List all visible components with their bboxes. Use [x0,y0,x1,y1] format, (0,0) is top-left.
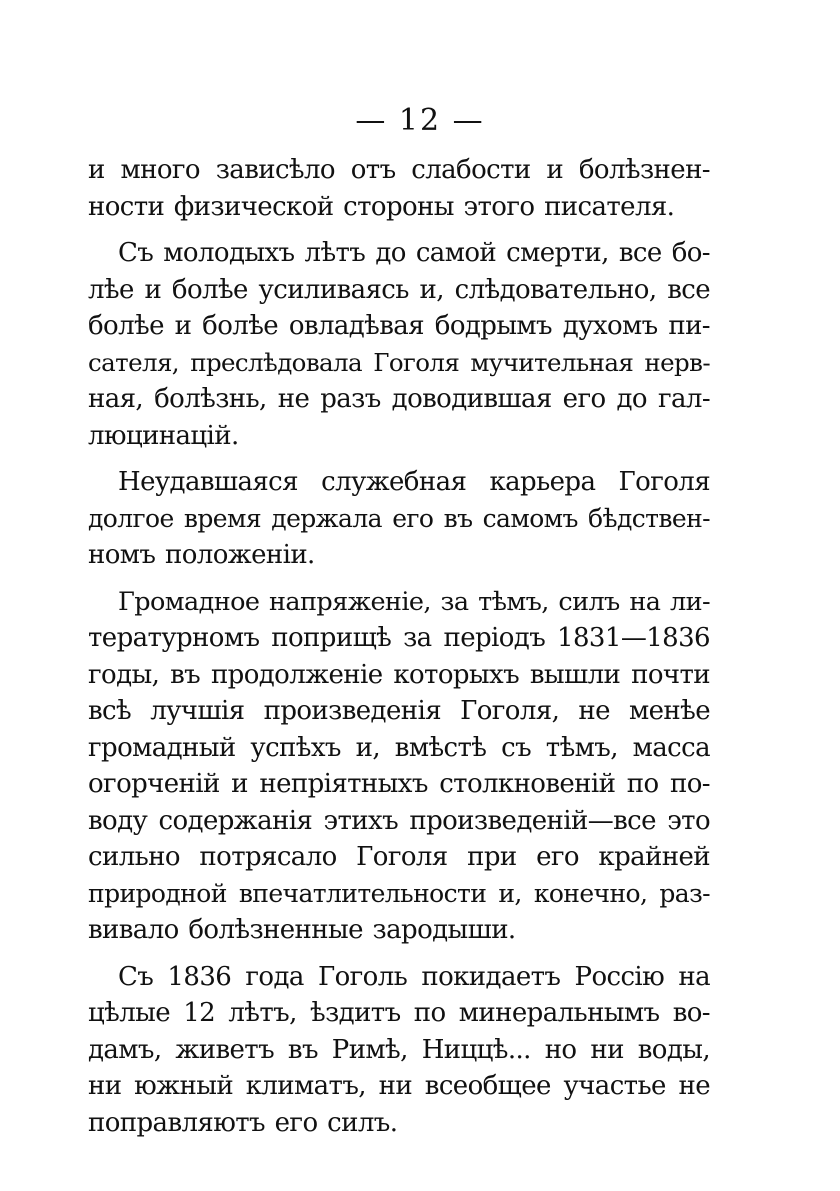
text-line: и много зависѣло отъ слабости и болѣзнен- [88,155,710,185]
text-line: ности физической стороны этого писателя. [88,191,675,222]
paragraph-5 [88,959,710,1142]
text-line: болѣе и болѣе овладѣвая бодрымъ духомъ пи- [88,311,710,341]
paragraph-3 [88,464,710,574]
text-line: лѣе и болѣе усиливаясь и, слѣдовательно, все [88,274,710,305]
text-line: номъ положеніи. [88,540,315,570]
text-line: сателя, преслѣдовала Гоголя мучительная нерв- [88,347,710,377]
text-line: Неудавшаяся служебная карьера Гоголя [118,467,710,497]
text-line: тературномъ поприщѣ за періодъ 1831—1836 [88,623,710,653]
text-line: ни южный климатъ, ни всеобщее участье не [88,1071,710,1101]
text-line: поправляютъ его силъ. [88,1107,398,1138]
paragraph-1 [88,152,710,225]
text-line: долгое время держала его въ самомъ бѣдствен- [88,503,710,533]
paragraph-4 [88,584,710,949]
text-line: цѣлые 12 лѣтъ, ѣздитъ по минеральнымъ во- [88,998,710,1028]
text-line: Громадное напряженіе, за тѣмъ, силъ на ли- [118,586,710,617]
text-line: вивало болѣзненные зародыши. [88,915,516,945]
text-line: огорченій и непріятныхъ столкновеній по по- [88,769,710,799]
text-line: громадный успѣхъ и, вмѣстѣ съ тѣмъ, масса [88,732,710,763]
text-line: годы, въ продолженіе которыхъ вышли почти [88,659,710,690]
text-line: всѣ лучшія произведенія Гоголя, не менѣе [88,696,710,726]
text-line: дамъ, живетъ въ Римѣ, Ниццѣ... но ни воды, [88,1034,710,1065]
text-line: воду содержанія этихъ произведеній—все это [88,805,710,836]
text-line: ная, болѣзнь, не разъ доводившая его до гал- [88,384,710,414]
body-text [88,152,710,1151]
text-line: Съ молодыхъ лѣтъ до самой смерти, все бо- [118,238,710,268]
paragraph-2 [88,235,710,454]
text-line: Съ 1836 года Гоголь покидаетъ Россію на [118,961,710,992]
page-number: — 12 — [355,103,485,138]
text-line: сильно потрясало Гоголя при его крайней [88,842,710,872]
text-line: люцинацій. [88,420,239,451]
text-line: природной впечатлительности и, конечно, раз- [88,878,710,908]
